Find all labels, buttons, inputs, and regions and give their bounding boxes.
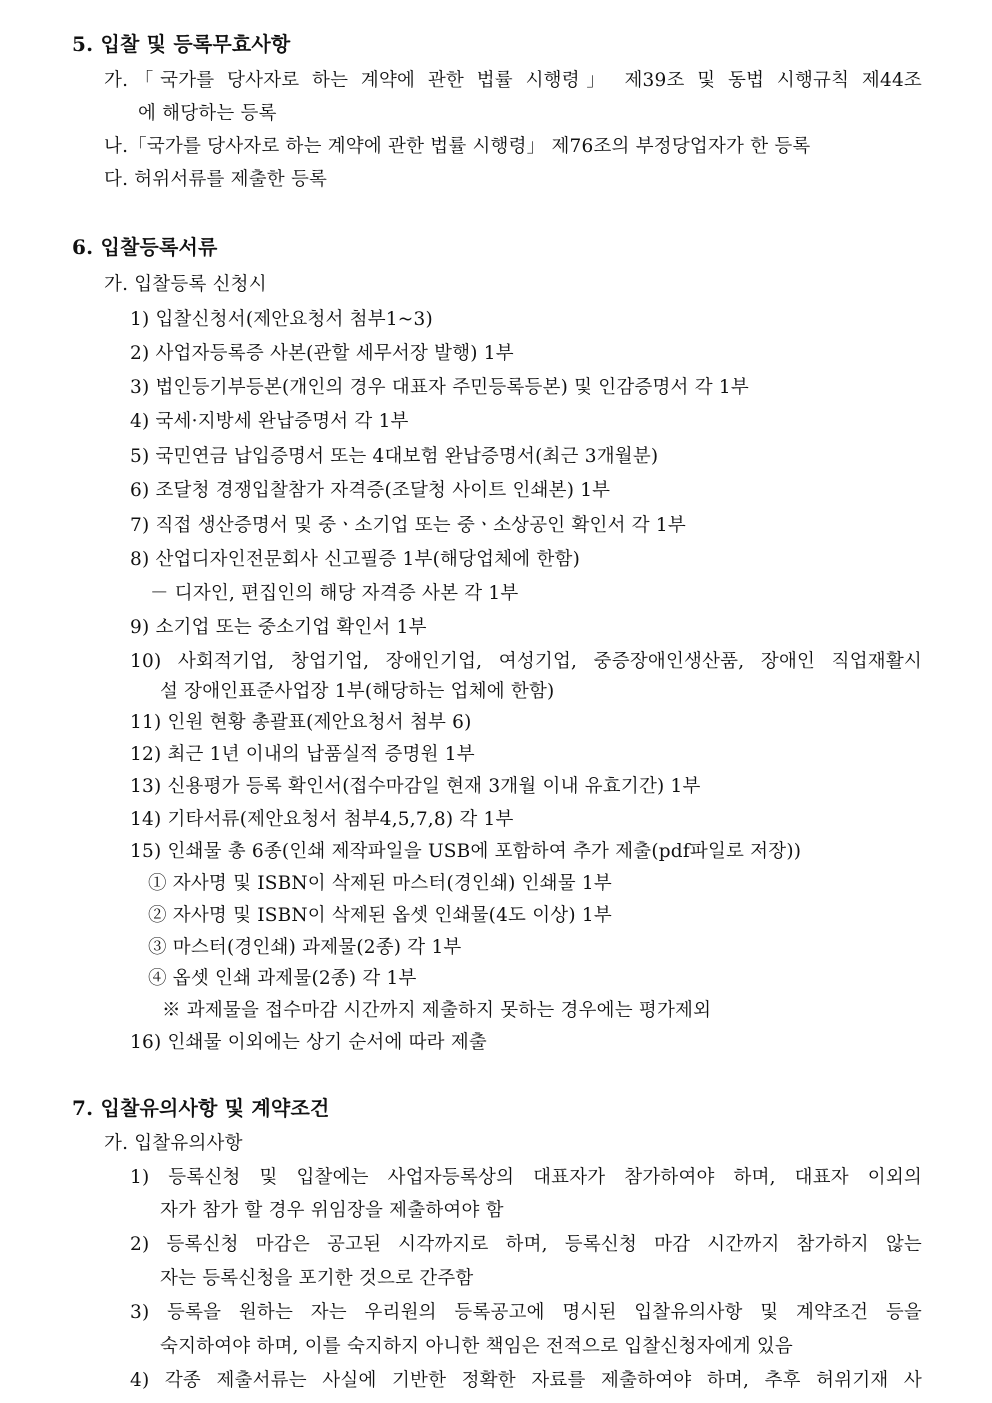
text-line: 숙지하여야 하며, 이를 숙지하지 아니한 책임은 전적으로 입찰신청자에게 있음 <box>160 1336 794 1357</box>
text-line: 6) 조달청 경쟁입찰참가 자격증(조달청 사이트 인쇄본) 1부 <box>130 480 611 501</box>
text-line: 16) 인쇄물 이외에는 상기 순서에 따라 제출 <box>130 1032 487 1053</box>
text-line: 가.「국가를 당사자로 하는 계약에 관한 법률 시행령」 제39조 및 동법 시행규칙 제44조 <box>104 70 922 91</box>
text-line: 2) 등록신청 마감은 공고된 시각까지로 하며, 등록신청 마감 시간까지 참가하지 않는 <box>130 1234 922 1255</box>
text-line: 8) 산업디자인전문회사 신고필증 1부(해당업체에 한함) <box>130 549 581 570</box>
text-line: 3) 등록을 원하는 자는 우리원의 등록공고에 명시된 입찰유의사항 및 계약조건 등을 <box>130 1302 922 1323</box>
text-line: 1) 등록신청 및 입찰에는 사업자등록상의 대표자가 참가하여야 하며, 대표자 이외의 <box>130 1167 922 1188</box>
text-line: 설 장애인표준사업장 1부(해당하는 업체에 한함) <box>160 681 555 702</box>
text-line: 가. 입찰등록 신청시 <box>104 274 267 295</box>
text-line: － 디자인, 편집인의 해당 자격증 사본 각 1부 <box>150 583 519 604</box>
text-line: 15) 인쇄물 총 6종(인쇄 제작파일을 USB에 포함하여 추가 제출(pdf파일로 저장)) <box>130 841 802 862</box>
text-line: 9) 소기업 또는 중소기업 확인서 1부 <box>130 617 427 638</box>
text-line: ② 자사명 및 ISBN이 삭제된 옵셋 인쇄물(4도 이상) 1부 <box>148 905 612 926</box>
text-line: ③ 마스터(경인쇄) 과제물(2종) 각 1부 <box>148 937 462 958</box>
text-line: 자가 참가 할 경우 위임장을 제출하여야 함 <box>160 1200 504 1221</box>
text-line: 11) 인원 현황 총괄표(제안요청서 첨부 6) <box>130 712 472 733</box>
text-line: 4) 각종 제출서류는 사실에 기반한 정확한 자료를 제출하여야 하며, 추후 허위기재 사 <box>130 1370 922 1391</box>
text-line: 3) 법인등기부등본(개인의 경우 대표자 주민등록등본) 및 인감증명서 각 1부 <box>130 377 749 398</box>
text-line: 자는 등록신청을 포기한 것으로 간주함 <box>160 1268 474 1289</box>
text-line: 나.「국가를 당사자로 하는 계약에 관한 법률 시행령」 제76조의 부정당업자가 한 등록 <box>104 136 811 157</box>
text-line: 다. 허위서류를 제출한 등록 <box>104 169 328 190</box>
text-line: 5) 국민연금 납입증명서 또는 4대보험 완납증명서(최근 3개월분) <box>130 446 659 467</box>
text-line: 2) 사업자등록증 사본(관할 세무서장 발행) 1부 <box>130 343 514 364</box>
text-line: 14) 기타서류(제안요청서 첨부4,5,7,8) 각 1부 <box>130 809 514 830</box>
section-heading: 6. 입찰등록서류 <box>72 235 218 259</box>
text-line: 7) 직접 생산증명서 및 중ㆍ소기업 또는 중ㆍ소상공인 확인서 각 1부 <box>130 515 686 536</box>
text-line: 12) 최근 1년 이내의 납품실적 증명원 1부 <box>130 744 475 765</box>
text-line: 가. 입찰유의사항 <box>104 1133 243 1154</box>
section-heading: 5. 입찰 및 등록무효사항 <box>72 32 291 56</box>
text-line: ※ 과제물을 접수마감 시간까지 제출하지 못하는 경우에는 평가제외 <box>162 1000 712 1021</box>
text-line: 에 해당하는 등록 <box>138 103 277 124</box>
text-line: ① 자사명 및 ISBN이 삭제된 마스터(경인쇄) 인쇄물 1부 <box>148 873 612 894</box>
text-line: 1) 입찰신청서(제안요청서 첨부1~3) <box>130 309 433 330</box>
text-line: 4) 국세·지방세 완납증명서 각 1부 <box>130 411 409 432</box>
text-line: ④ 옵셋 인쇄 과제물(2종) 각 1부 <box>148 968 417 989</box>
text-line: 13) 신용평가 등록 확인서(접수마감일 현재 3개월 이내 유효기간) 1부 <box>130 776 701 797</box>
text-line: 10) 사회적기업, 창업기업, 장애인기업, 여성기업, 중증장애인생산품, 장애인 직업재활시 <box>130 651 922 672</box>
section-heading: 7. 입찰유의사항 및 계약조건 <box>72 1096 330 1120</box>
